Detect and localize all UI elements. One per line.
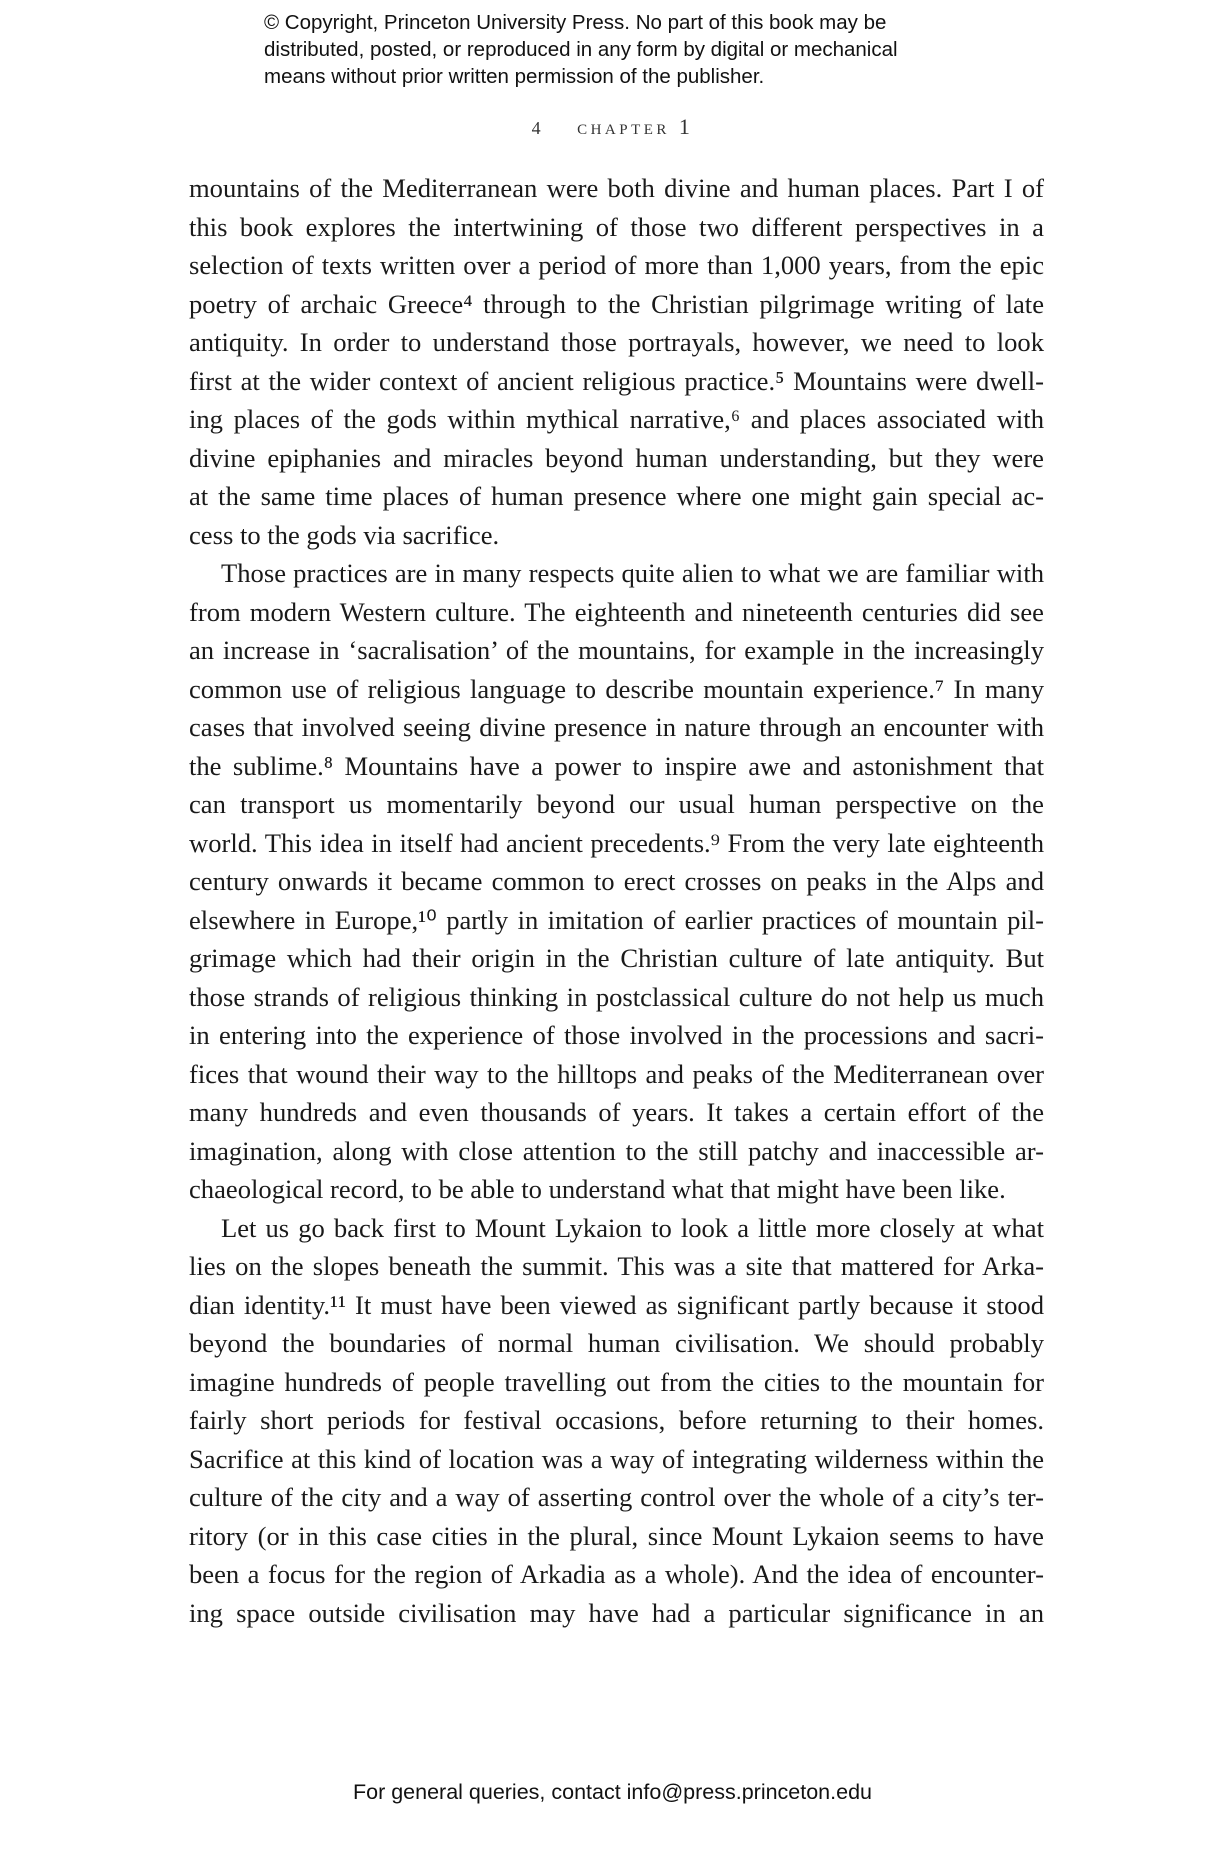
text-line: grimage which had their origin in the Christian culture of late antiquity. But	[189, 943, 1044, 973]
text-line: an increase in ‘sacralisation’ of the mountains, for example in the increasingly	[189, 635, 1044, 665]
text-line: mountains of the Mediterranean were both divine and human places. Part I of	[189, 173, 1044, 203]
text-line: poetry of archaic Greece⁴ through to the Christian pilgrimage writing of late	[189, 288, 1044, 319]
text-line: world. This idea in itself had ancient precedents.⁹ From the very late eighteenth	[189, 827, 1044, 858]
text-line: chaeological record, to be able to understand what that might have been like.	[189, 1174, 1006, 1204]
text-line: imagine hundreds of people travelling out from the cities to the mountain for	[189, 1366, 1044, 1397]
text-line: imagination, along with close attention to the still patchy and inaccessible ar-	[189, 1135, 1044, 1166]
chapter-label: chapter 1	[577, 114, 694, 139]
text-line: antiquity. In order to understand those portrayals, however, we need to look	[189, 327, 1044, 357]
text-line: ing places of the gods within mythical narrative,⁶ and places associated with	[189, 404, 1044, 434]
page-number: 4	[531, 118, 544, 138]
text-line: ritory (or in this case cities in the plural, since Mount Lykaion seems to have	[189, 1520, 1044, 1551]
text-line: this book explores the intertwining of those two different perspectives in a	[189, 211, 1044, 242]
footer-contact: For general queries, contact info@press.princeton.edu	[352, 1780, 872, 1804]
text-line: from modern Western culture. The eighteenth and nineteenth centuries did see	[189, 596, 1044, 627]
text-line: been a focus for the region of Arkadia as a whole). And the idea of encounter-	[189, 1559, 1044, 1589]
text-line: cases that involved seeing divine presence in nature through an encounter with	[189, 712, 1044, 742]
text-line: Sacrifice at this kind of location was a way of integrating wilderness within the	[189, 1443, 1044, 1474]
text-line: can transport us momentarily beyond our usual human perspective on the	[189, 789, 1044, 819]
body-text	[189, 169, 1044, 1632]
text-line: those strands of religious thinking in postclassical culture do not help us much	[189, 981, 1044, 1012]
text-line: fairly short periods for festival occasions, before returning to their homes.	[189, 1405, 1044, 1435]
text-line: Those practices are in many respects quite alien to what we are familiar with	[221, 558, 1044, 588]
text-line: elsewhere in Europe,¹⁰ partly in imitation of earlier practices of mountain pil-	[189, 904, 1044, 935]
text-line: Let us go back first to Mount Lykaion to look a little more closely at what	[221, 1212, 1044, 1243]
text-line: beyond the boundaries of normal human civilisation. We should probably	[189, 1328, 1044, 1358]
copyright-notice	[264, 9, 1004, 90]
text-line: lies on the slopes beneath the summit. This was a site that mattered for Arka-	[189, 1251, 1044, 1281]
text-line: first at the wider context of ancient religious practice.⁵ Mountains were dwell-	[189, 365, 1044, 396]
running-head	[0, 114, 1225, 140]
text-line: ing space outside civilisation may have had a particular significance in an	[189, 1597, 1044, 1628]
text-line: in entering into the experience of those involved in the processions and sacri-	[189, 1020, 1044, 1050]
text-line: culture of the city and a way of asserting control over the whole of a city’s ter-	[189, 1482, 1044, 1512]
text-line: dian identity.¹¹ It must have been viewed as significant partly because it stood	[189, 1289, 1044, 1320]
text-line: fices that wound their way to the hilltops and peaks of the Mediterranean over	[189, 1058, 1044, 1089]
copyright-line: © Copyright, Princeton University Press. No part of this book may be	[264, 11, 887, 34]
copyright-line: distributed, posted, or reproduced in any form by digital or mechanical	[264, 38, 898, 61]
text-line: common use of religious language to describe mountain experience.⁷ In many	[189, 673, 1044, 704]
copyright-line: means without prior written permission of the publisher.	[264, 65, 765, 88]
text-line: cess to the gods via sacrifice.	[189, 519, 500, 550]
text-line: at the same time places of human presence where one might gain special ac-	[189, 481, 1044, 511]
text-line: century onwards it became common to erect crosses on peaks in the Alps and	[189, 866, 1044, 896]
text-line: selection of texts written over a period of more than 1,000 years, from the epic	[189, 250, 1044, 280]
text-line: the sublime.⁸ Mountains have a power to inspire awe and astonishment that	[189, 750, 1044, 781]
text-line: many hundreds and even thousands of years. It takes a certain effort of the	[189, 1097, 1044, 1127]
text-line: divine epiphanies and miracles beyond human understanding, but they were	[189, 442, 1044, 473]
